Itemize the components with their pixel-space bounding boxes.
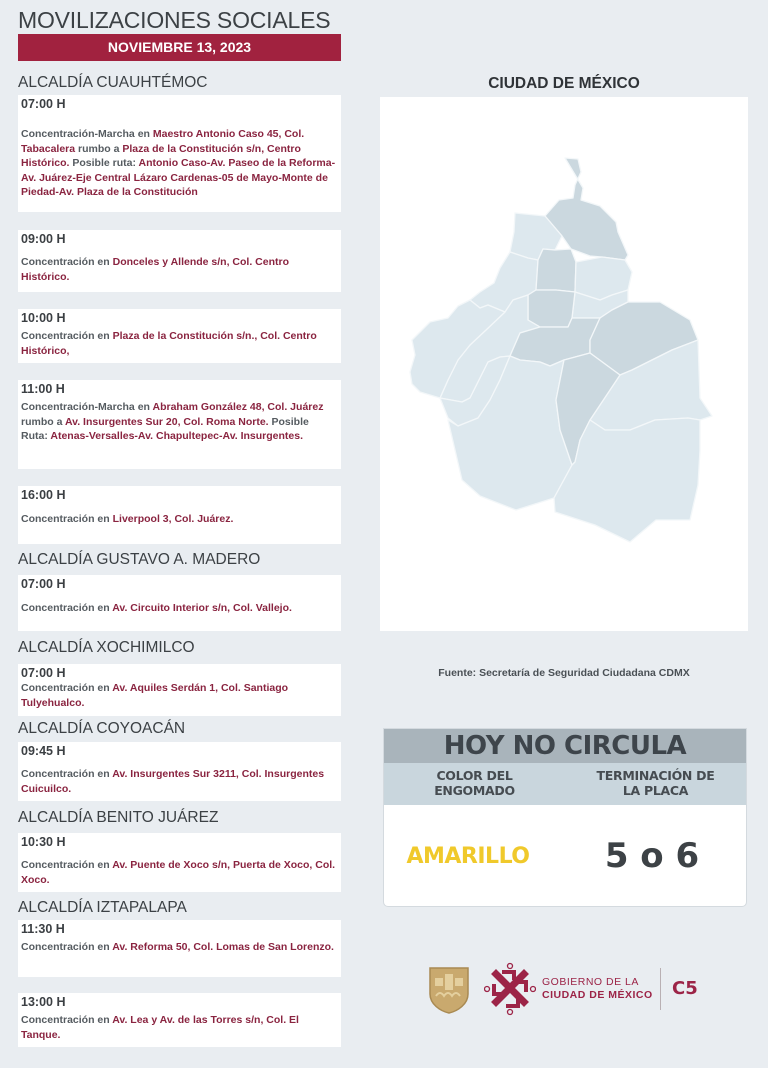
alcaldia-heading: ALCALDÍA GUSTAVO A. MADERO xyxy=(18,551,261,568)
event-type-text: Concentración en xyxy=(21,1014,113,1026)
event-description xyxy=(21,767,338,796)
data-source: Fuente: Secretaría de Seguridad Ciudadana CDMX xyxy=(438,667,690,679)
location-text: Av. Lea y Av. de las Torres s/n, Col. El Tanque. xyxy=(21,1014,299,1041)
event-description xyxy=(21,400,338,444)
alcaldia-section-xochimilco xyxy=(18,639,341,657)
plate-label-line1: TERMINACIÓN DE xyxy=(596,768,715,783)
alcaldia-heading: ALCALDÍA COYOACÁN xyxy=(18,720,186,737)
footer-logos xyxy=(428,962,718,1016)
location-text: Av. Circuito Interior s/n, Col. Vallejo. xyxy=(112,602,292,614)
event-time: 10:00 H xyxy=(21,311,66,325)
color-label-line1: COLOR DEL xyxy=(436,768,513,783)
alcaldia-section-iztapalapa xyxy=(18,899,341,917)
event-card xyxy=(18,95,341,212)
event-time: 11:30 H xyxy=(21,922,65,936)
event-card xyxy=(18,993,341,1047)
event-card xyxy=(18,920,341,977)
event-time: 07:00 H xyxy=(21,97,66,111)
event-type-text: Concentración en xyxy=(21,768,113,780)
event-description xyxy=(21,127,338,200)
date-banner: NOVIEMBRE 13, 2023 xyxy=(18,34,341,61)
event-type-text: Concentración en xyxy=(21,682,113,694)
event-time: 09:45 H xyxy=(21,744,66,758)
event-type-text: Concentración en xyxy=(21,256,113,268)
event-card xyxy=(18,486,341,544)
alcaldia-heading: ALCALDÍA CUAUHTÉMOC xyxy=(18,74,208,91)
government-name xyxy=(542,976,653,1002)
hoy-no-circula-title: HOY NO CIRCULA xyxy=(384,729,746,763)
alcaldia-heading: ALCALDÍA BENITO JUÁREZ xyxy=(18,809,219,826)
event-description xyxy=(21,601,338,616)
location-text: Plaza de la Constitución s/n., Col. Centro Histórico, xyxy=(21,330,317,357)
event-description xyxy=(21,858,338,887)
location-text: Av. Insurgentes Sur 3211, Col. Insurgentes Cuicuilco. xyxy=(21,768,325,795)
event-type-text: rumbo a xyxy=(21,415,65,428)
plate-ending-value: 5 o 6 xyxy=(604,836,700,876)
event-type-text: Concentración en xyxy=(21,859,113,871)
location-text: Maestro Antonio Caso 45, Col. Tabacalera xyxy=(21,128,305,155)
page-title: MOVILIZACIONES SOCIALES xyxy=(18,7,331,33)
event-type-text: Concentración en xyxy=(21,602,113,614)
alcaldia-section-benito-juarez xyxy=(18,809,341,827)
location-text: Donceles y Allende s/n, Col. Centro Histórico. xyxy=(21,256,290,283)
event-time: 07:00 H xyxy=(21,666,66,680)
location-text: Abraham González 48, Col. Juárez xyxy=(152,401,324,413)
event-type-text: rumbo a xyxy=(75,142,123,155)
location-text: Av. Insurgentes Sur 20, Col. Roma Norte. xyxy=(64,415,269,428)
cdmx-government-emblem-icon xyxy=(484,962,536,1016)
event-description xyxy=(21,681,338,710)
location-text: Atenas-Versalles-Av. Chapultepec-Av. Insurgentes. xyxy=(50,430,304,443)
event-card xyxy=(18,380,341,469)
event-card xyxy=(18,309,341,363)
event-card xyxy=(18,664,341,716)
map-title: CIUDAD DE MÉXICO xyxy=(488,75,640,92)
event-type-text: Concentración en xyxy=(21,941,113,953)
event-type-text: Concentración-Marcha en xyxy=(21,128,153,140)
alcaldia-section-cuauhtemoc xyxy=(18,74,341,92)
sticker-color-value: AMARILLO xyxy=(406,843,530,869)
location-text: Plaza de la Constitución s/n, Centro Histórico. xyxy=(21,142,301,170)
event-card xyxy=(18,230,341,292)
event-description xyxy=(21,512,338,527)
alcaldia-section-gustavo-a-madero xyxy=(18,551,341,569)
color-column-header xyxy=(384,763,565,805)
event-time: 13:00 H xyxy=(21,995,66,1009)
event-type-text: Concentración en xyxy=(21,330,113,342)
plate-column-header xyxy=(565,763,746,805)
location-text: Av. Aquiles Serdán 1, Col. Santiago Tulyehualco. xyxy=(21,682,289,709)
event-time: 07:00 H xyxy=(21,577,66,591)
event-description xyxy=(21,329,338,358)
alcaldia-heading: ALCALDÍA IZTAPALAPA xyxy=(18,899,187,916)
cdmx-coat-of-arms-icon xyxy=(428,966,470,1014)
color-label-line2: ENGOMADO xyxy=(434,783,515,798)
c5-logo: C5 xyxy=(672,978,698,999)
event-type-text: Concentración-Marcha en xyxy=(21,401,153,413)
event-type-text: Posible ruta: xyxy=(69,157,139,170)
hoy-no-circula-values xyxy=(384,805,746,907)
gov-name-line2: CIUDAD DE MÉXICO xyxy=(542,989,653,1001)
event-time: 16:00 H xyxy=(21,488,66,502)
event-description xyxy=(21,940,338,955)
location-text: Antonio Caso-Av. Paseo de la Reforma-Av. Juárez-Eje Central Lázaro Cardenas-05 de Mayo-Monte de Piedad-Av. Plaza de la Constitución xyxy=(21,157,336,199)
events-column xyxy=(18,0,341,1041)
cdmx-map xyxy=(380,97,748,631)
event-type-text: Concentración en xyxy=(21,513,113,525)
cdmx-map-icon xyxy=(380,97,748,631)
hoy-no-circula-panel xyxy=(383,728,747,907)
event-type-text: Posible Ruta: xyxy=(21,415,309,443)
gov-name-line1: GOBIERNO DE LA xyxy=(542,976,639,988)
event-card xyxy=(18,575,341,631)
location-text: Liverpool 3, Col. Juárez. xyxy=(112,513,234,525)
event-description xyxy=(21,255,338,284)
event-card xyxy=(18,742,341,801)
alcaldia-heading: ALCALDÍA XOCHIMILCO xyxy=(18,639,195,656)
event-description xyxy=(21,1013,338,1042)
location-text: Av. Reforma 50, Col. Lomas de San Lorenzo. xyxy=(112,941,334,953)
hoy-no-circula-header xyxy=(384,763,746,805)
event-time: 10:30 H xyxy=(21,835,66,849)
plate-label-line2: LA PLACA xyxy=(622,783,689,798)
location-text: Av. Puente de Xoco s/n, Puerta de Xoco, Col. Xoco. xyxy=(21,859,336,886)
alcaldia-section-coyoacan xyxy=(18,720,341,738)
logo-divider xyxy=(660,968,661,1010)
event-time: 11:00 H xyxy=(21,382,65,396)
event-card xyxy=(18,833,341,892)
event-time: 09:00 H xyxy=(21,232,66,246)
